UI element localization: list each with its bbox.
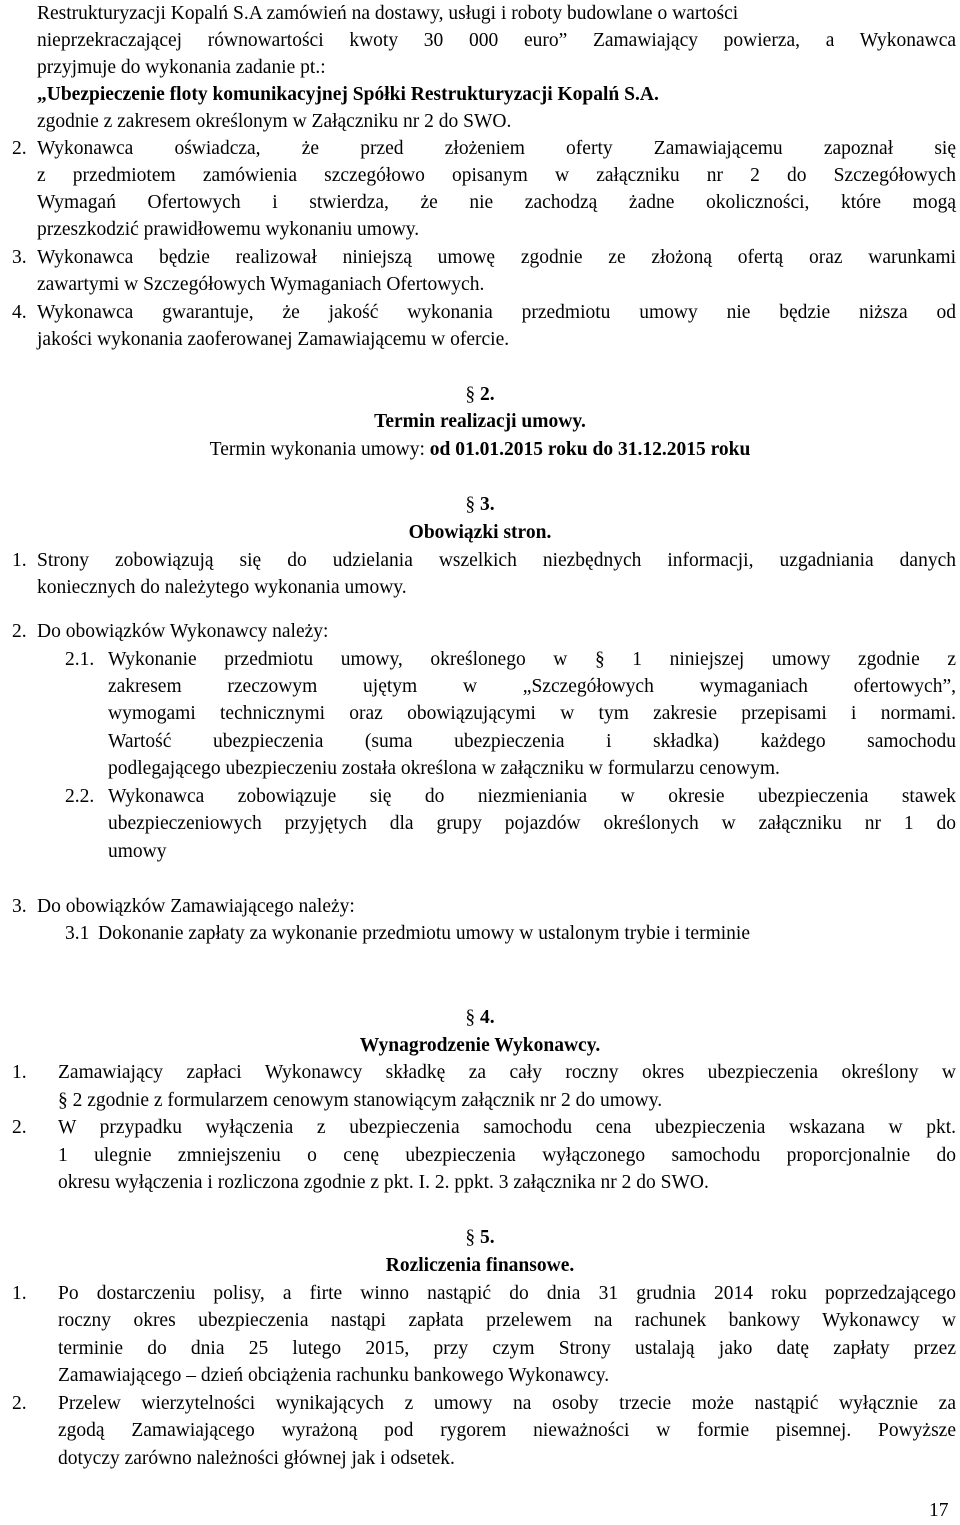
section-number: § 2. (465, 384, 495, 405)
section-title: Wynagrodzenie Wykonawcy. (359, 1035, 601, 1056)
item-number: 3. (12, 896, 27, 917)
item-number: 2. (12, 138, 27, 159)
page-number: 17 (929, 1500, 949, 1521)
paragraph-line: Zamawiający zapłaci Wykonawcy składkę za cały roczny okres ubezpieczenia określony w (58, 1062, 956, 1083)
paragraph-line: Wykonawca zobowiązuje się do niezmieniania w okresie ubezpieczenia stawek (108, 786, 956, 807)
paragraph-line: zgodą Zamawiającego wyrażoną pod rygorem nieważności w formie pisemnej. Powyższe (58, 1420, 956, 1441)
paragraph-line: Wykonawca gwarantuje, że jakość wykonania przedmiotu umowy nie będzie niższa od (37, 302, 956, 323)
term-line (0, 436, 960, 464)
paragraph-line: umowy (108, 841, 167, 862)
item-number: 2. (12, 621, 27, 642)
paragraph-line: Wykonanie przedmiotu umowy, określonego w § 1 niniejszej umowy zgodnie z (108, 649, 956, 670)
paragraph-line: 1 ulegnie zmniejszeniu o cenę ubezpieczenia wyłączonego samochodu proporcjonalnie do (58, 1145, 956, 1166)
item-number: 2. (12, 1393, 27, 1414)
item-number: 1. (12, 550, 27, 571)
paragraph-line: Wykonawca będzie realizował niniejszą umowę zgodnie ze złożoną ofertą oraz warunkami (37, 247, 956, 268)
section-title: Termin realizacji umowy. (374, 411, 586, 432)
paragraph-line: podlegającego ubezpieczeniu została określona w załączniku w formularzu cenowym. (108, 758, 780, 779)
section-number: § 3. (465, 494, 495, 515)
paragraph-line: jakości wykonania zaoferowanej Zamawiającemu w ofercie. (37, 329, 510, 350)
paragraph-line: Po dostarczeniu polisy, a firte winno nastąpić do dnia 31 grudnia 2014 roku poprzedzającego (58, 1283, 956, 1304)
section-title: Obowiązki stron. (408, 522, 552, 543)
paragraph-line: terminie do dnia 25 lutego 2015, przy czym Strony ustalają jako datę zapłaty przez (58, 1338, 956, 1359)
paragraph-line: Do obowiązków Wykonawcy należy: (37, 621, 329, 642)
paragraph-line: zawartymi w Szczegółowych Wymaganiach Ofertowych. (37, 274, 485, 295)
paragraph-line: zakresem rzeczowym ujętym w „Szczegółowych wymaganiach ofertowych”, (108, 676, 956, 697)
term-dates: od 01.01.2015 roku do 31.12.2015 roku (429, 439, 751, 460)
paragraph-line: wymogami technicznymi oraz obowiązującymi w tym zakresie przepisami i normami. (108, 703, 956, 724)
term-label: Termin wykonania umowy: (209, 439, 430, 460)
subitem-number: 2.1. (65, 649, 95, 670)
intro-line: zgodnie z zakresem określonym w Załączniku nr 2 do SWO. (37, 111, 512, 132)
paragraph-line: § 2 zgodnie z formularzem cenowym stanowiącym załącznik nr 2 do umowy. (58, 1090, 663, 1111)
contract-subject-title: „Ubezpieczenie floty komunikacyjnej Spółki Restrukturyzacji Kopalń S.A. (37, 84, 659, 105)
subitem-number: 3.1 (65, 923, 90, 944)
intro-line: przyjmuje do wykonania zadanie pt.: (37, 57, 326, 78)
paragraph-line: Wymagań Ofertowych i stwierdza, że nie zachodzą żadne okoliczności, które mogą (37, 192, 956, 213)
paragraph-line: Strony zobowiązują się do udzielania wszelkich niezbędnych informacji, uzgadniania danych (37, 550, 956, 571)
section-title: Rozliczenia finansowe. (385, 1255, 575, 1276)
paragraph-line: przeszkodzić prawidłowemu wykonaniu umowy. (37, 219, 420, 240)
item-number: 2. (12, 1117, 27, 1138)
intro-line: Restrukturyzacji Kopalń S.A zamówień na dostawy, usługi i roboty budowlane o wartości (37, 3, 739, 24)
intro-line: nieprzekraczającej równowartości kwoty 30 000 euro” Zamawiający powierza, a Wykonawca (37, 30, 956, 51)
section-number: § 5. (465, 1227, 495, 1248)
paragraph-line: Wykonawca oświadcza, że przed złożeniem oferty Zamawiającemu zapoznał się (37, 138, 956, 159)
item-number: 4. (12, 302, 27, 323)
paragraph-line: Dokonanie zapłaty za wykonanie przedmiotu umowy w ustalonym trybie i terminie (98, 923, 750, 944)
paragraph-line: dotyczy zarówno należności głównej jak i odsetek. (58, 1448, 455, 1469)
paragraph-line: okresu wyłączenia i rozliczona zgodnie z pkt. I. 2. ppkt. 3 załącznika nr 2 do SWO. (58, 1172, 709, 1193)
paragraph-line: z przedmiotem zamówienia szczegółowo opisanym w załączniku nr 2 do Szczegółowych (37, 165, 956, 186)
paragraph-line: Przelew wierzytelności wynikających z umowy na osoby trzecie może nastąpić wyłącznie za (58, 1393, 956, 1414)
subitem-number: 2.2. (65, 786, 95, 807)
paragraph-line: roczny okres ubezpieczenia nastąpi zapłata przelewem na rachunek bankowy Wykonawcy w (58, 1310, 956, 1331)
item-number: 1. (12, 1283, 27, 1304)
item-number: 3. (12, 247, 27, 268)
paragraph-line: Zamawiającego – dzień obciążenia rachunku bankowego Wykonawcy. (58, 1365, 610, 1386)
paragraph-line: Do obowiązków Zamawiającego należy: (37, 896, 355, 917)
paragraph-line: koniecznych do należytego wykonania umowy. (37, 577, 407, 598)
paragraph-line: W przypadku wyłączenia z ubezpieczenia samochodu cena ubezpieczenia wskazana w pkt. (58, 1117, 956, 1138)
paragraph-line: ubezpieczeniowych przyjętych dla grupy pojazdów określonych w załączniku nr 1 do (108, 813, 956, 834)
section-number: § 4. (465, 1007, 495, 1028)
paragraph-line: Wartość ubezpieczenia (suma ubezpieczenia i składka) każdego samochodu (108, 731, 956, 752)
item-number: 1. (12, 1062, 27, 1083)
